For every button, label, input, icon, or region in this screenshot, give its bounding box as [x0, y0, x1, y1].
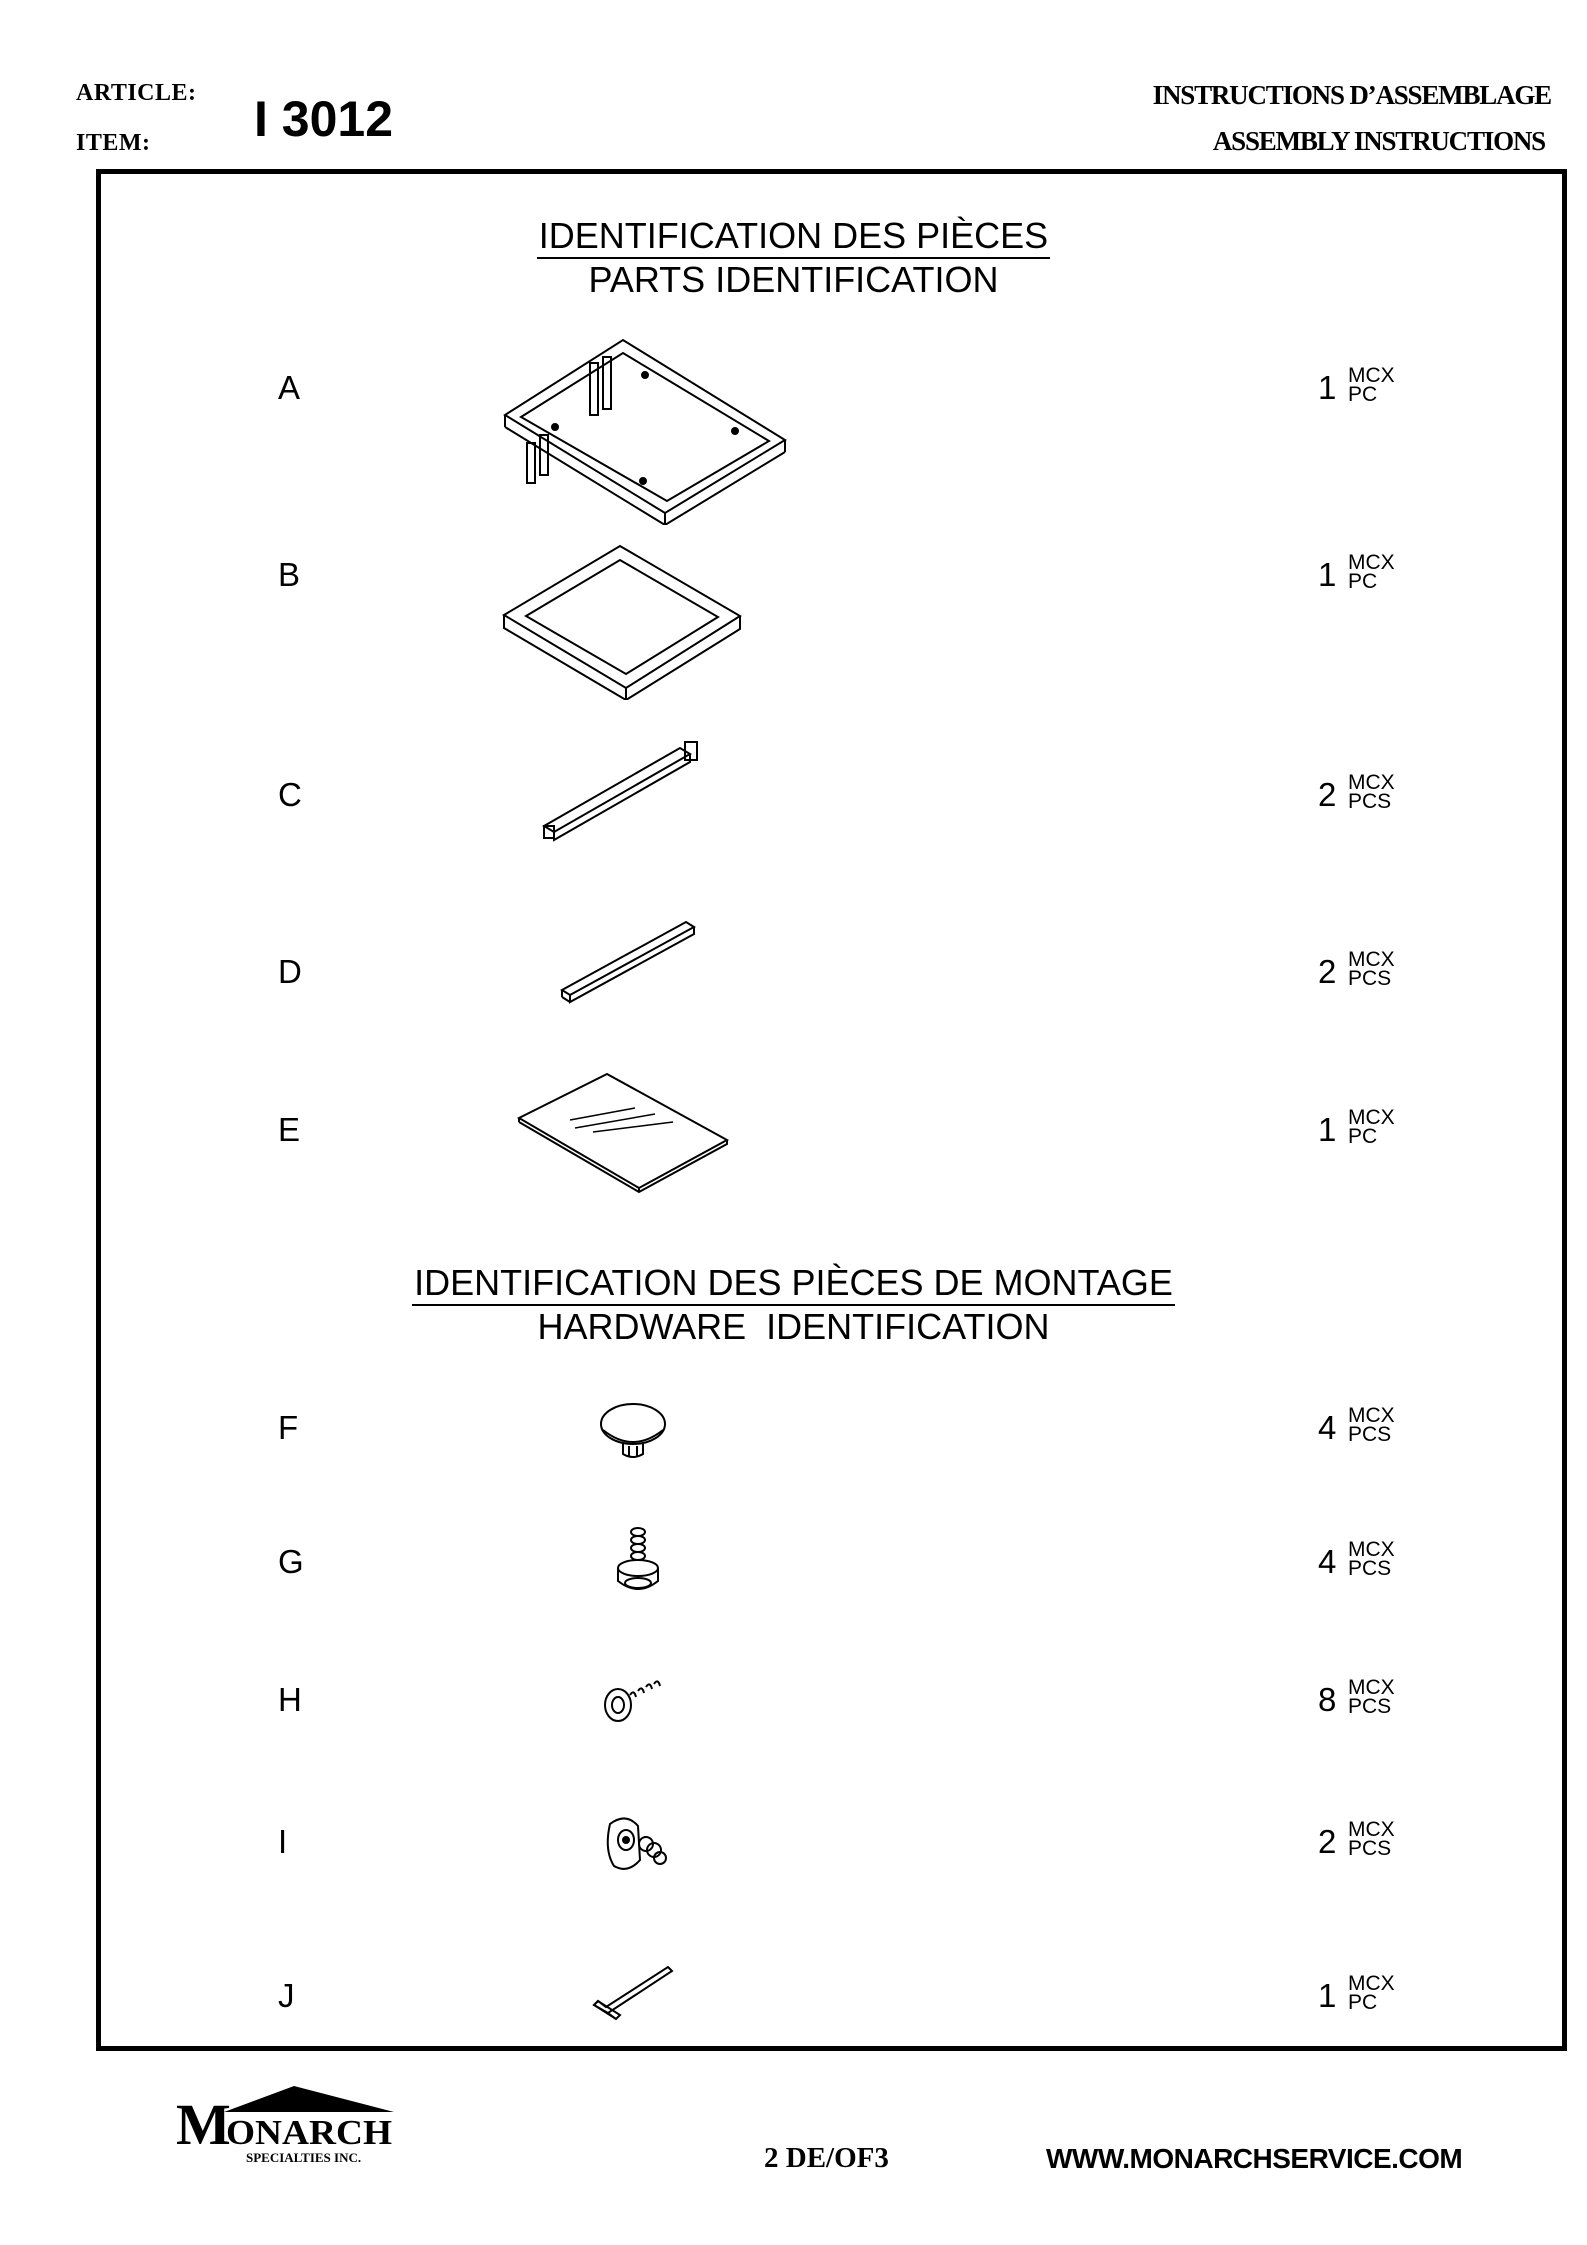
part-letter: C [278, 776, 302, 813]
unit-french: MCX [1348, 1106, 1395, 1129]
glass-pad-icon [595, 1400, 675, 1466]
unit-english: PCS [1348, 790, 1392, 813]
unit-french: MCX [1348, 1538, 1395, 1561]
quantity-number: 8 [1318, 1681, 1337, 1718]
logo-initial: M [176, 2092, 231, 2157]
hardware-heading-english: HARDWARE IDENTIFICATION [537, 1306, 1050, 1347]
hardware-heading [0, 1262, 1587, 1348]
website-url[interactable]: WWW.MONARCHSERVICE.COM [1046, 2143, 1463, 2174]
unit-french: MCX [1348, 364, 1395, 387]
allen-key-icon [588, 1955, 676, 2025]
parts-heading-french: IDENTIFICATION DES PIÈCES [537, 215, 1050, 259]
part-row-c [0, 771, 1587, 813]
unit-english: PCS [1348, 1695, 1392, 1718]
square-frame-icon [498, 540, 748, 700]
unit-english: PCS [1348, 1557, 1392, 1580]
unit-english: PC [1348, 1125, 1378, 1148]
part-letter: I [278, 1823, 288, 1860]
quantity-number: 1 [1318, 1111, 1337, 1148]
unit-english: PCS [1348, 1837, 1392, 1860]
part-row-d [0, 948, 1587, 990]
part-letter: D [278, 953, 302, 990]
unit-english: PC [1348, 383, 1378, 406]
logo-subtext: SPECIALTIES INC. [246, 2150, 362, 2164]
quantity-number: 1 [1318, 556, 1337, 593]
unit-french: MCX [1348, 948, 1395, 971]
title-english: ASSEMBLY INSTRUCTIONS [1212, 126, 1545, 156]
unit-english: PCS [1348, 967, 1392, 990]
article-label: ARTICLE: [76, 80, 197, 106]
quantity-number: 4 [1318, 1543, 1337, 1580]
part-letter: E [278, 1111, 301, 1148]
unit-english: PCS [1348, 1423, 1392, 1446]
rectangular-frame-with-legs-icon [495, 335, 795, 525]
quantity-number: 2 [1318, 953, 1337, 990]
leveler-foot-icon [603, 1525, 673, 1601]
quantity-number: 1 [1318, 369, 1337, 406]
item-number: I 3012 [254, 91, 394, 147]
square-bar-icon [558, 918, 698, 1006]
part-letter: F [278, 1409, 299, 1446]
glass-panel-icon [515, 1070, 735, 1200]
unit-english: PC [1348, 1991, 1378, 2014]
hardware-row-f [0, 1404, 1587, 1446]
quantity-number: 2 [1318, 1823, 1337, 1860]
hardware-row-j [0, 1972, 1587, 2014]
page-number: 2 DE/OF3 [764, 2142, 889, 2174]
title-french: INSTRUCTIONS D’ASSEMBLAGE [1152, 80, 1551, 110]
unit-english: PC [1348, 570, 1378, 593]
part-row-e [0, 1106, 1587, 1148]
parts-heading-english: PARTS IDENTIFICATION [588, 259, 999, 300]
unit-french: MCX [1348, 771, 1395, 794]
part-row-b [0, 551, 1587, 593]
unit-french: MCX [1348, 551, 1395, 574]
part-letter: G [278, 1543, 304, 1580]
part-letter: H [278, 1681, 302, 1718]
parts-heading [0, 215, 1587, 301]
hardware-heading-french: IDENTIFICATION DES PIÈCES DE MONTAGE [412, 1262, 1175, 1306]
rail-with-bracket-icon [540, 738, 710, 848]
quantity-number: 1 [1318, 1977, 1337, 2014]
screw-icon [600, 1675, 670, 1727]
item-label: ITEM: [76, 130, 151, 156]
unit-french: MCX [1348, 1404, 1395, 1427]
part-letter: B [278, 556, 301, 593]
logo-wordmark: ONARCH [226, 2113, 392, 2152]
quantity-number: 2 [1318, 776, 1337, 813]
hardware-row-i [0, 1818, 1587, 1860]
unit-french: MCX [1348, 1818, 1395, 1841]
unit-french: MCX [1348, 1676, 1395, 1699]
unit-french: MCX [1348, 1972, 1395, 1995]
part-letter: A [278, 369, 301, 406]
hardware-row-h [0, 1676, 1587, 1718]
wall-anchor-icon [600, 1810, 672, 1880]
hardware-row-g [0, 1538, 1587, 1580]
part-letter: J [278, 1977, 295, 2014]
monarch-logo [176, 2082, 396, 2164]
quantity-number: 4 [1318, 1409, 1337, 1446]
parts-frame [96, 169, 1567, 2051]
